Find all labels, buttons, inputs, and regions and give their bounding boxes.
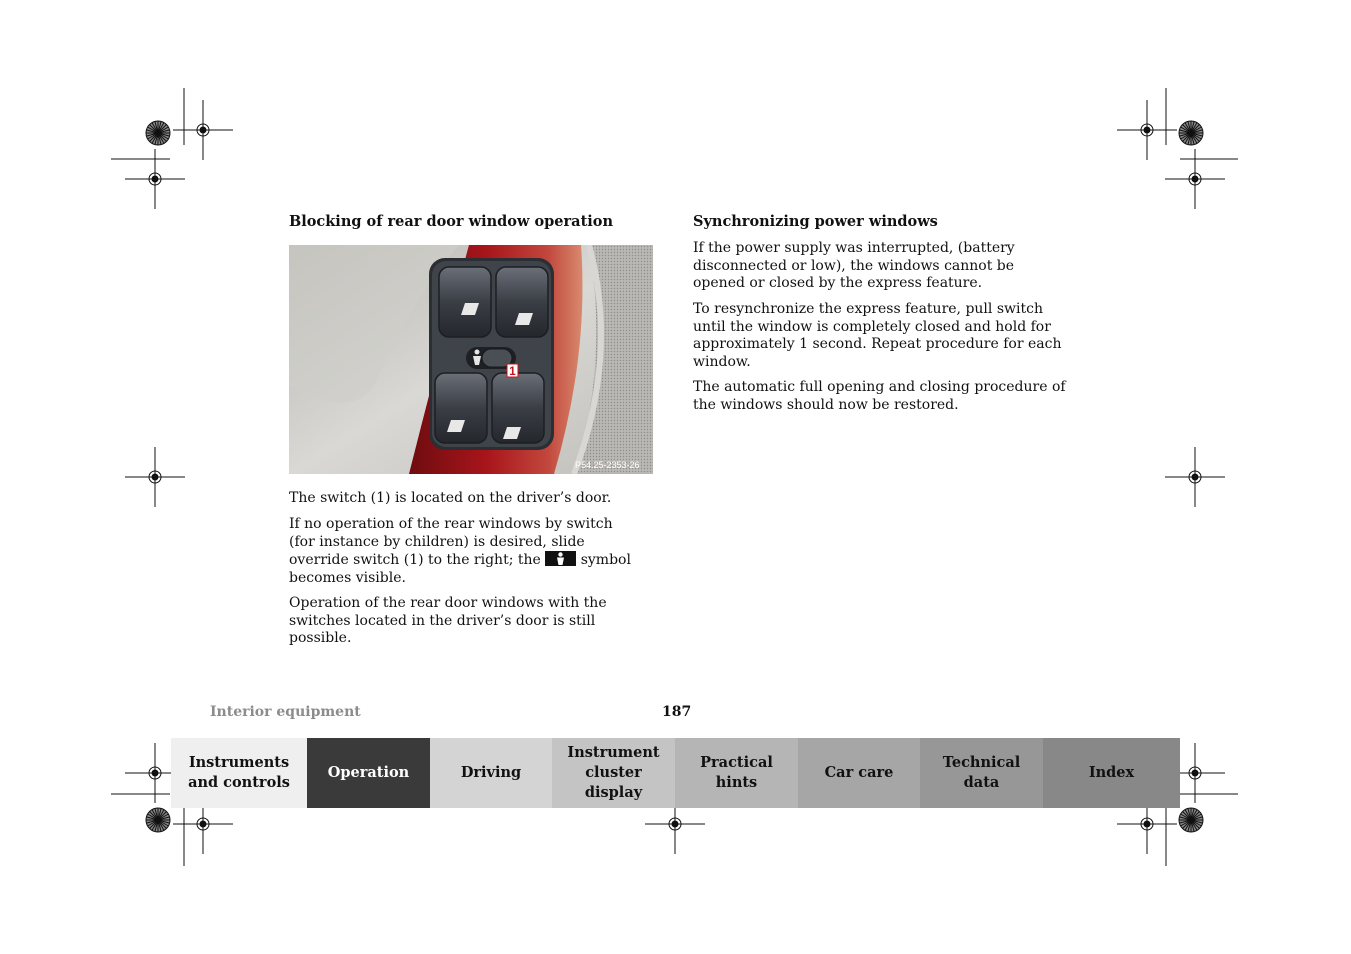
tab-label-line1: Instruments [188, 754, 290, 771]
chapter-tabs [171, 738, 1180, 808]
page-number: 187 [662, 704, 692, 720]
tab-label: Index [1088, 764, 1135, 781]
footer-section-title: Interior equipment [210, 704, 361, 720]
child-lock-icon [545, 551, 576, 566]
tab-technical-data[interactable] [920, 738, 1043, 808]
paragraph-power-interrupted: If the power supply was interrupted, (battery disconnected or low), the windows cannot be opened or closed by the express feature. [693, 240, 1015, 292]
tab-driving[interactable] [430, 738, 552, 808]
tab-practical-hints[interactable] [675, 738, 798, 808]
paragraph-switch-location: The switch (1) is located on the driver’s door. [289, 490, 612, 506]
paragraph-restored: The automatic full opening and closing procedure of the windows should now be restored. [693, 379, 1066, 413]
figure-code: P54.25-2353-26 [575, 460, 640, 470]
paragraph-driver-switches: Operation of the rear door windows with the switches located in the driver’s door is still possible. [289, 595, 607, 647]
section-heading-blocking: Blocking of rear door window operation [289, 213, 613, 230]
tab-label: Practical hints [700, 754, 773, 791]
tab-label: Driving [460, 764, 522, 781]
tab-operation[interactable] [307, 738, 430, 808]
figure-callout-1: 1 [509, 364, 516, 378]
tab-label-line1: Technical [942, 754, 1021, 771]
tab-label: Car care [824, 764, 894, 781]
tab-label-line1: Instrument [567, 744, 660, 761]
tab-car-care[interactable] [798, 738, 920, 808]
tab-instruments-and-controls[interactable] [171, 738, 307, 808]
paragraph-resynchronize: To resynchronize the express feature, pull switch until the window is completely closed and hold for approximately 1 second. Repeat procedure for each window. [693, 301, 1062, 370]
window-switch-figure [289, 245, 653, 474]
paragraph-override-text-1: If no operation of the rear windows by switch (for instance by children) is desired, slide override switch (1) to the right; the [289, 516, 613, 569]
tab-label-line2: and controls [188, 774, 290, 791]
tab-label: Operation [327, 764, 410, 781]
tab-index[interactable] [1043, 738, 1180, 808]
tab-label-line2: data [963, 774, 1000, 791]
paragraph-override-text-2: symbol becomes visible. [289, 552, 631, 586]
tab-instrument-cluster-display[interactable] [552, 738, 675, 808]
tab-label-line2: cluster display [584, 764, 643, 801]
section-heading-synchronizing: Synchronizing power windows [693, 213, 938, 230]
paragraph-override-switch [289, 516, 634, 587]
